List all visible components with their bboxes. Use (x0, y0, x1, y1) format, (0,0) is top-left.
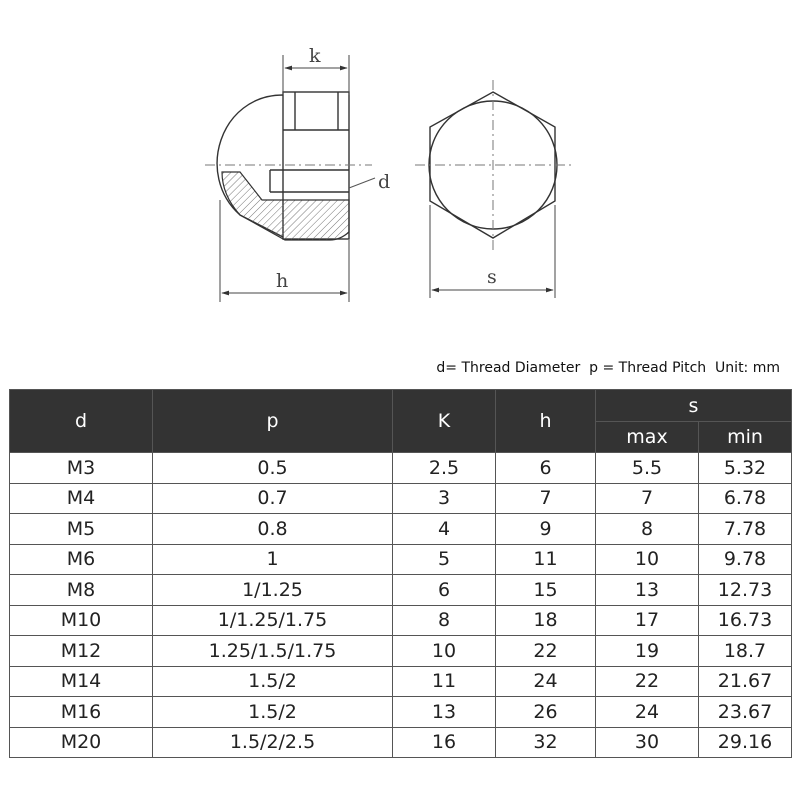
cell-k: 4 (393, 514, 496, 545)
cell-s-min: 7.78 (699, 514, 792, 545)
top-view (415, 80, 572, 250)
cell-p: 1.25/1.5/1.75 (153, 636, 393, 667)
side-view (205, 92, 375, 240)
table-row (10, 636, 792, 667)
cell-p: 1.5/2 (153, 697, 393, 728)
label-d: d (378, 171, 391, 193)
legend-text: d= Thread Diameter p = Thread Pitch Unit: mm (436, 360, 780, 376)
table-body (10, 453, 792, 758)
cell-d: M20 (10, 727, 153, 758)
cell-d: M10 (10, 605, 153, 636)
cell-s-max: 17 (596, 605, 699, 636)
header-s: s (596, 390, 792, 422)
cell-s-max: 10 (596, 544, 699, 575)
cell-h: 6 (496, 453, 596, 484)
cell-k: 8 (393, 605, 496, 636)
table-row (10, 727, 792, 758)
header-d: d (10, 390, 153, 453)
cell-h: 24 (496, 666, 596, 697)
table-header (10, 390, 792, 453)
cell-h: 15 (496, 575, 596, 606)
cell-k: 13 (393, 697, 496, 728)
cell-p: 1/1.25/1.75 (153, 605, 393, 636)
cell-h: 18 (496, 605, 596, 636)
cell-h: 7 (496, 483, 596, 514)
technical-drawing (0, 0, 800, 340)
cell-h: 9 (496, 514, 596, 545)
table-row (10, 575, 792, 606)
label-s: s (487, 266, 497, 288)
header-s-max: max (596, 422, 699, 453)
cell-k: 10 (393, 636, 496, 667)
cell-s-min: 16.73 (699, 605, 792, 636)
cell-s-max: 8 (596, 514, 699, 545)
cell-h: 26 (496, 697, 596, 728)
cell-s-min: 18.7 (699, 636, 792, 667)
label-k: k (309, 45, 321, 67)
cell-d: M12 (10, 636, 153, 667)
cell-p: 0.5 (153, 453, 393, 484)
cell-s-max: 5.5 (596, 453, 699, 484)
cell-s-max: 30 (596, 727, 699, 758)
cell-k: 5 (393, 544, 496, 575)
cell-d: M5 (10, 514, 153, 545)
cell-p: 0.8 (153, 514, 393, 545)
cell-p: 1 (153, 544, 393, 575)
table-row (10, 544, 792, 575)
cell-h: 32 (496, 727, 596, 758)
table-row (10, 605, 792, 636)
cell-k: 11 (393, 666, 496, 697)
cell-k: 3 (393, 483, 496, 514)
cell-p: 0.7 (153, 483, 393, 514)
cell-s-max: 7 (596, 483, 699, 514)
table-row (10, 514, 792, 545)
cell-s-max: 22 (596, 666, 699, 697)
cell-s-max: 19 (596, 636, 699, 667)
cell-k: 2.5 (393, 453, 496, 484)
cell-s-min: 12.73 (699, 575, 792, 606)
cell-d: M6 (10, 544, 153, 575)
cell-s-min: 9.78 (699, 544, 792, 575)
cell-k: 6 (393, 575, 496, 606)
header-p: p (153, 390, 393, 453)
cell-d: M3 (10, 453, 153, 484)
cell-s-max: 24 (596, 697, 699, 728)
cell-p: 1.5/2/2.5 (153, 727, 393, 758)
cell-s-min: 21.67 (699, 666, 792, 697)
label-h: h (276, 270, 289, 292)
cell-s-min: 5.32 (699, 453, 792, 484)
cell-k: 16 (393, 727, 496, 758)
cell-d: M16 (10, 697, 153, 728)
cell-d: M4 (10, 483, 153, 514)
table-row (10, 483, 792, 514)
cell-h: 11 (496, 544, 596, 575)
cell-s-min: 6.78 (699, 483, 792, 514)
cell-d: M8 (10, 575, 153, 606)
cell-h: 22 (496, 636, 596, 667)
spec-table (9, 389, 792, 758)
header-k: K (393, 390, 496, 453)
cell-s-min: 29.16 (699, 727, 792, 758)
cell-p: 1/1.25 (153, 575, 393, 606)
cell-s-max: 13 (596, 575, 699, 606)
header-h: h (496, 390, 596, 453)
cell-p: 1.5/2 (153, 666, 393, 697)
cell-d: M14 (10, 666, 153, 697)
table-row (10, 453, 792, 484)
cell-s-min: 23.67 (699, 697, 792, 728)
header-s-min: min (699, 422, 792, 453)
table-row (10, 666, 792, 697)
table-row (10, 697, 792, 728)
